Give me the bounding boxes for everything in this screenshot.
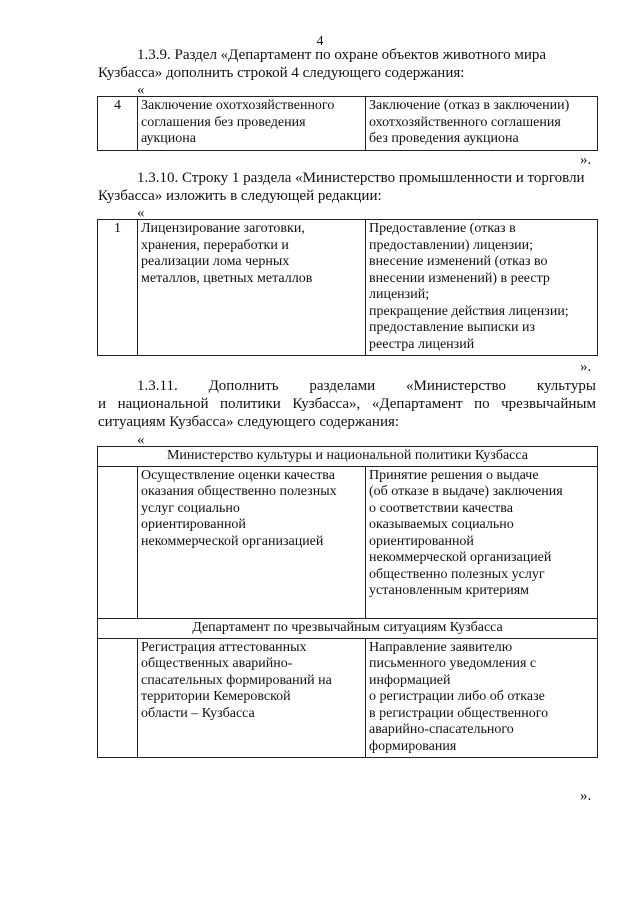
cell-line: некоммерческой организацией bbox=[141, 533, 324, 549]
table-row bbox=[98, 638, 598, 758]
cell-line: аукциона bbox=[141, 131, 196, 146]
cell-line: территории Кемеровской bbox=[141, 689, 291, 704]
paragraph-1-3-11-line1 bbox=[137, 377, 596, 395]
cell-line: Осуществление оценки качества bbox=[141, 467, 335, 483]
cell-line: Регистрация аттестованных bbox=[141, 639, 307, 655]
cell-line: металлов, цветных металлов bbox=[141, 270, 313, 286]
cell-line: охотхозяйственного соглашения bbox=[369, 114, 561, 130]
open-quote: « bbox=[137, 82, 145, 98]
cell-line: информацией bbox=[369, 672, 451, 688]
cell-line: Предоставление (отказ в bbox=[369, 221, 516, 236]
cell-line: внесение изменений (отказ во bbox=[369, 254, 548, 269]
row-number bbox=[98, 638, 138, 758]
cell-line: Принятие решения о выдаче bbox=[369, 467, 539, 483]
service-name-cell bbox=[138, 638, 366, 758]
paragraph-1-3-11-line3: ситуациям Кузбасса» следующего содержания: bbox=[98, 414, 400, 430]
page-number: 4 bbox=[316, 34, 324, 49]
paragraph-1-3-9-line2: Кузбасса» дополнить строкой 4 следующего содержания: bbox=[98, 65, 465, 81]
cell-line: общественно полезных услуг bbox=[369, 566, 545, 582]
word: и bbox=[98, 396, 107, 412]
open-quote: « bbox=[137, 205, 145, 221]
cell-line: услуг социально bbox=[141, 500, 240, 516]
open-quote: « bbox=[137, 432, 145, 448]
cell-line: в регистрации общественного bbox=[369, 705, 549, 721]
cell-line: Лицензирование заготовки, bbox=[141, 221, 305, 236]
service-name-cell bbox=[138, 97, 366, 151]
cell-line: Направление заявителю bbox=[369, 639, 513, 655]
cell-line: Заключение (отказ в заключении) bbox=[369, 98, 570, 113]
word: 1.3.11. bbox=[137, 378, 178, 394]
word: культуры bbox=[536, 378, 596, 394]
word: политики bbox=[220, 396, 281, 412]
cell-line: оказываемых социально bbox=[369, 517, 514, 532]
paragraph-1-3-10-line1: 1.3.10. Строку 1 раздела «Министерство промышленности и торговли bbox=[137, 170, 585, 186]
section-title-ministry-culture: Министерство культуры и национальной политики Кузбасса bbox=[98, 447, 598, 467]
paragraph-1-3-9-line1: 1.3.9. Раздел «Департамент по охране объектов животного мира bbox=[137, 47, 547, 63]
cell-line: без проведения аукциона bbox=[369, 131, 519, 146]
cell-line: установленным критериям bbox=[369, 583, 530, 598]
close-quote: ». bbox=[580, 788, 592, 804]
cell-line: лицензий; bbox=[369, 287, 430, 302]
word: «Министерство bbox=[406, 378, 507, 394]
cell-line: оказания общественно полезных bbox=[141, 484, 337, 499]
word: Кузбасса», bbox=[292, 396, 361, 412]
word: «Департамент bbox=[371, 396, 463, 412]
cell-line: реестра лицензий bbox=[369, 336, 475, 352]
word: по bbox=[474, 396, 490, 412]
cell-line: о регистрации либо об отказе bbox=[369, 689, 545, 704]
cell-line: формирования bbox=[369, 738, 457, 754]
cell-line: внесении изменений) в реестр bbox=[369, 270, 550, 286]
section-header-row bbox=[98, 619, 598, 639]
cell-line: о соответствии качества bbox=[369, 500, 513, 516]
cell-line: аварийно-спасательного bbox=[369, 722, 514, 737]
table-1-3-11 bbox=[97, 446, 598, 758]
table-row bbox=[98, 97, 598, 151]
service-name-cell bbox=[138, 220, 366, 356]
cell-line: соглашения без проведения bbox=[141, 114, 306, 130]
cell-line: предоставлении) лицензии; bbox=[369, 237, 534, 253]
cell-line: прекращение действия лицензии; bbox=[369, 303, 569, 319]
cell-line: некоммерческой организацией bbox=[369, 550, 552, 565]
word: разделами bbox=[309, 378, 376, 394]
row-number: 4 bbox=[98, 97, 138, 151]
cell-line: письменного уведомления с bbox=[369, 656, 537, 671]
cell-line: (об отказе в выдаче) заключения bbox=[369, 484, 563, 499]
cell-line: области – Кузбасса bbox=[141, 705, 255, 721]
result-cell bbox=[366, 638, 598, 758]
paragraph-1-3-10-line2: Кузбасса» изложить в следующей редакции: bbox=[98, 188, 382, 204]
result-cell bbox=[366, 97, 598, 151]
cell-line: реализации лома черных bbox=[141, 254, 290, 269]
service-name-cell bbox=[138, 466, 366, 619]
result-cell bbox=[366, 220, 598, 356]
cell-line: ориентированной bbox=[141, 517, 246, 532]
word: чрезвычайным bbox=[501, 396, 596, 412]
table-row bbox=[98, 220, 598, 356]
close-quote: ». bbox=[580, 359, 592, 375]
table-1-3-10 bbox=[97, 219, 598, 356]
table-row bbox=[98, 466, 598, 619]
word: Дополнить bbox=[208, 378, 279, 394]
section-title-emergency-department: Департамент по чрезвычайным ситуациям Кузбасса bbox=[98, 619, 598, 639]
cell-line-spacer bbox=[369, 600, 594, 617]
result-cell bbox=[366, 466, 598, 619]
row-number: 1 bbox=[98, 220, 138, 356]
cell-line: общественных аварийно- bbox=[141, 656, 293, 671]
cell-line: предоставление выписки из bbox=[369, 320, 536, 335]
paragraph-1-3-11-line2 bbox=[98, 395, 596, 413]
table-1-3-9 bbox=[97, 96, 598, 151]
row-number bbox=[98, 466, 138, 619]
cell-line: спасательных формирований на bbox=[141, 672, 332, 688]
section-header-row bbox=[98, 447, 598, 467]
cell-line: ориентированной bbox=[369, 533, 474, 549]
close-quote: ». bbox=[580, 152, 592, 168]
cell-line: хранения, переработки и bbox=[141, 237, 289, 253]
word: национальной bbox=[117, 396, 209, 412]
cell-line: Заключение охотхозяйственного bbox=[141, 98, 335, 113]
